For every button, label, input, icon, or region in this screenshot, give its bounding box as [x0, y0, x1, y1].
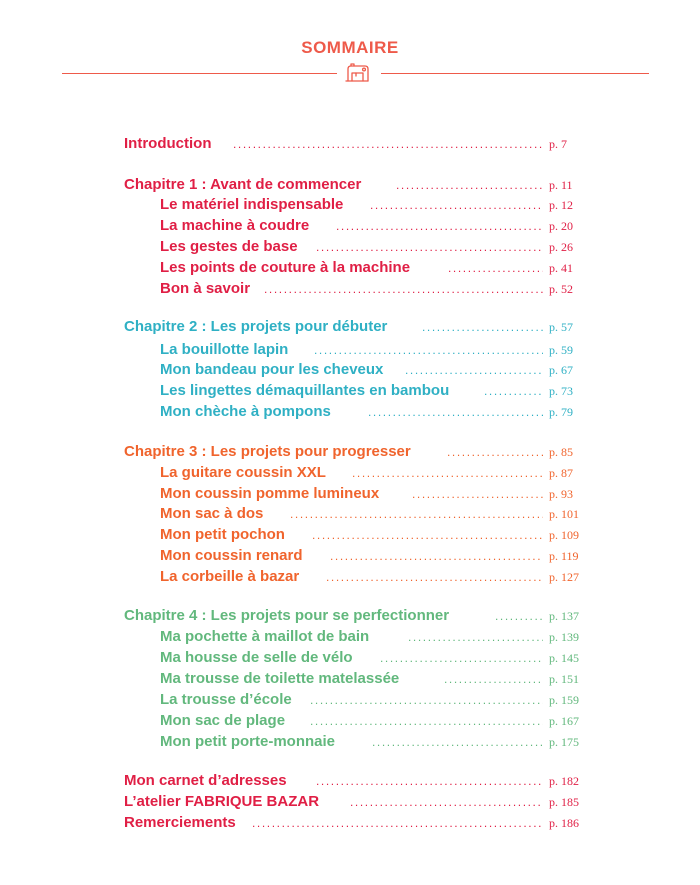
toc-entry[interactable]	[0, 546, 700, 566]
dot-leader	[368, 402, 543, 422]
toc-entry-label: La trousse d’école	[160, 691, 292, 708]
dot-leader	[484, 381, 543, 401]
toc-entry[interactable]	[0, 340, 700, 360]
dot-leader	[252, 813, 543, 833]
toc-entry-page: p. 119	[549, 549, 579, 563]
toc-entry-label: Chapitre 4 : Les projets pour se perfectionner	[124, 607, 450, 624]
toc-entry[interactable]	[0, 463, 700, 483]
toc-entry-label: Chapitre 3 : Les projets pour progresser	[124, 443, 411, 460]
dot-leader	[405, 360, 543, 380]
dot-leader	[447, 442, 543, 462]
toc-entry-label: Remerciements	[124, 814, 236, 831]
toc-entry[interactable]	[0, 216, 700, 236]
dot-leader	[396, 175, 543, 195]
dot-leader	[326, 567, 543, 587]
toc-entry-page: p. 186	[549, 816, 579, 830]
toc-entry-page: p. 127	[549, 570, 579, 584]
dot-leader	[233, 134, 543, 154]
toc-entry-label: Les gestes de base	[160, 238, 298, 255]
toc-entry[interactable]	[0, 648, 700, 668]
dot-leader	[408, 627, 543, 647]
toc-entry[interactable]	[0, 195, 700, 215]
dot-leader	[310, 711, 543, 731]
toc-entry[interactable]	[0, 711, 700, 731]
dot-leader	[495, 606, 543, 626]
toc-entry-label: Ma pochette à maillot de bain	[160, 628, 370, 645]
dot-leader	[370, 195, 543, 215]
dot-leader	[330, 546, 543, 566]
toc-entry-page: p. 57	[549, 320, 573, 334]
dot-leader	[352, 463, 543, 483]
toc-entry-page: p. 67	[549, 363, 573, 377]
toc-entry-page: p. 59	[549, 343, 573, 357]
dot-leader	[310, 690, 543, 710]
toc-entry-page: p. 185	[549, 795, 579, 809]
toc-entry[interactable]	[0, 525, 700, 545]
toc-entry-page: p. 137	[549, 609, 579, 623]
dot-leader	[448, 258, 543, 278]
dot-leader	[422, 317, 543, 337]
toc-entry-label: Chapitre 2 : Les projets pour débuter	[124, 318, 388, 335]
toc-entry-label: La machine à coudre	[160, 217, 310, 234]
toc-entry-page: p. 101	[549, 507, 579, 521]
toc-entry-label: Ma housse de selle de vélo	[160, 649, 353, 666]
toc-entry-label: Mon coussin renard	[160, 547, 303, 564]
toc-entry-label: Mon sac à dos	[160, 505, 264, 522]
toc-entry[interactable]	[0, 381, 700, 401]
dot-leader	[380, 648, 543, 668]
toc-chapter-3[interactable]	[0, 442, 700, 462]
toc-entry[interactable]	[0, 504, 700, 524]
toc-entry-page: p. 139	[549, 630, 579, 644]
toc-entry-label: Le matériel indispensable	[160, 196, 344, 213]
toc-entry[interactable]	[0, 484, 700, 504]
toc-entry-page: p. 159	[549, 693, 579, 707]
toc-entry-page: p. 7	[549, 137, 567, 151]
toc-entry-page: p. 26	[549, 240, 573, 254]
toc-entry-page: p. 167	[549, 714, 579, 728]
dot-leader	[290, 504, 543, 524]
dot-leader	[350, 792, 543, 812]
toc-entry-label: La bouillotte lapin	[160, 341, 289, 358]
toc-entry-page: p. 52	[549, 282, 573, 296]
toc-entry[interactable]	[0, 567, 700, 587]
toc-entry-label: Chapitre 1 : Avant de commencer	[124, 176, 362, 193]
toc-entry-introduction[interactable]	[0, 134, 700, 154]
toc-entry-page: p. 93	[549, 487, 573, 501]
toc-entry-label: Mon petit porte-monnaie	[160, 733, 335, 750]
toc-entry[interactable]	[0, 279, 700, 299]
toc-entry-atelier[interactable]	[0, 792, 700, 812]
dot-leader	[316, 237, 543, 257]
toc-chapter-2[interactable]	[0, 317, 700, 337]
toc-entry-label: Introduction	[124, 135, 212, 152]
toc-entry-page: p. 87	[549, 466, 573, 480]
toc-entry-label: Ma trousse de toilette matelassée	[160, 670, 400, 687]
toc-entry-page: p. 12	[549, 198, 573, 212]
toc-entry-label: Les points de couture à la machine	[160, 259, 411, 276]
toc-entry-label: Bon à savoir	[160, 280, 251, 297]
dot-leader	[316, 771, 543, 791]
toc-entry-page: p. 145	[549, 651, 579, 665]
toc-entry[interactable]	[0, 669, 700, 689]
toc-entry-page: p. 11	[549, 178, 573, 192]
toc-entry-label: La guitare coussin XXL	[160, 464, 326, 481]
toc-entry[interactable]	[0, 258, 700, 278]
toc-entry[interactable]	[0, 690, 700, 710]
toc-entry-label: Mon carnet d’adresses	[124, 772, 287, 789]
dot-leader	[314, 340, 543, 360]
dot-leader	[444, 669, 543, 689]
page-title: SOMMAIRE	[301, 38, 399, 57]
toc-entry-page: p. 85	[549, 445, 573, 459]
toc-entry[interactable]	[0, 627, 700, 647]
toc-entry-page: p. 182	[549, 774, 579, 788]
toc-entry-page: p. 73	[549, 384, 573, 398]
toc-entry-page: p. 151	[549, 672, 579, 686]
dot-leader	[412, 484, 543, 504]
toc-chapter-1[interactable]	[0, 175, 700, 195]
toc-entry-label: Mon bandeau pour les cheveux	[160, 361, 384, 378]
toc-entry-acknowledgements[interactable]	[0, 813, 700, 833]
toc-entry-label: Mon sac de plage	[160, 712, 286, 729]
toc-chapter-4[interactable]	[0, 606, 700, 626]
toc-entry-address-book[interactable]	[0, 771, 700, 791]
dot-leader	[372, 732, 543, 752]
toc-entry-page: p. 109	[549, 528, 579, 542]
toc-entry[interactable]	[0, 237, 700, 257]
toc-entry[interactable]	[0, 360, 700, 380]
dot-leader	[336, 216, 543, 236]
toc-entry[interactable]	[0, 732, 700, 752]
toc-entry-page: p. 175	[549, 735, 579, 749]
toc-entry-label: Mon petit pochon	[160, 526, 285, 543]
toc-entry-page: p. 20	[549, 219, 573, 233]
toc-entry-page: p. 41	[549, 261, 573, 275]
dot-leader	[264, 279, 543, 299]
dot-leader	[312, 525, 543, 545]
toc-entry-label: La corbeille à bazar	[160, 568, 300, 585]
toc-entry-label: Mon coussin pomme lumineux	[160, 485, 380, 502]
toc-entry-label: Les lingettes démaquillantes en bambou	[160, 382, 450, 399]
toc-entry-page: p. 79	[549, 405, 573, 419]
toc-entry-label: Mon chèche à pompons	[160, 403, 331, 420]
toc-entry[interactable]	[0, 402, 700, 422]
toc-entry-label: L’atelier FABRIQUE BAZAR	[124, 793, 320, 810]
